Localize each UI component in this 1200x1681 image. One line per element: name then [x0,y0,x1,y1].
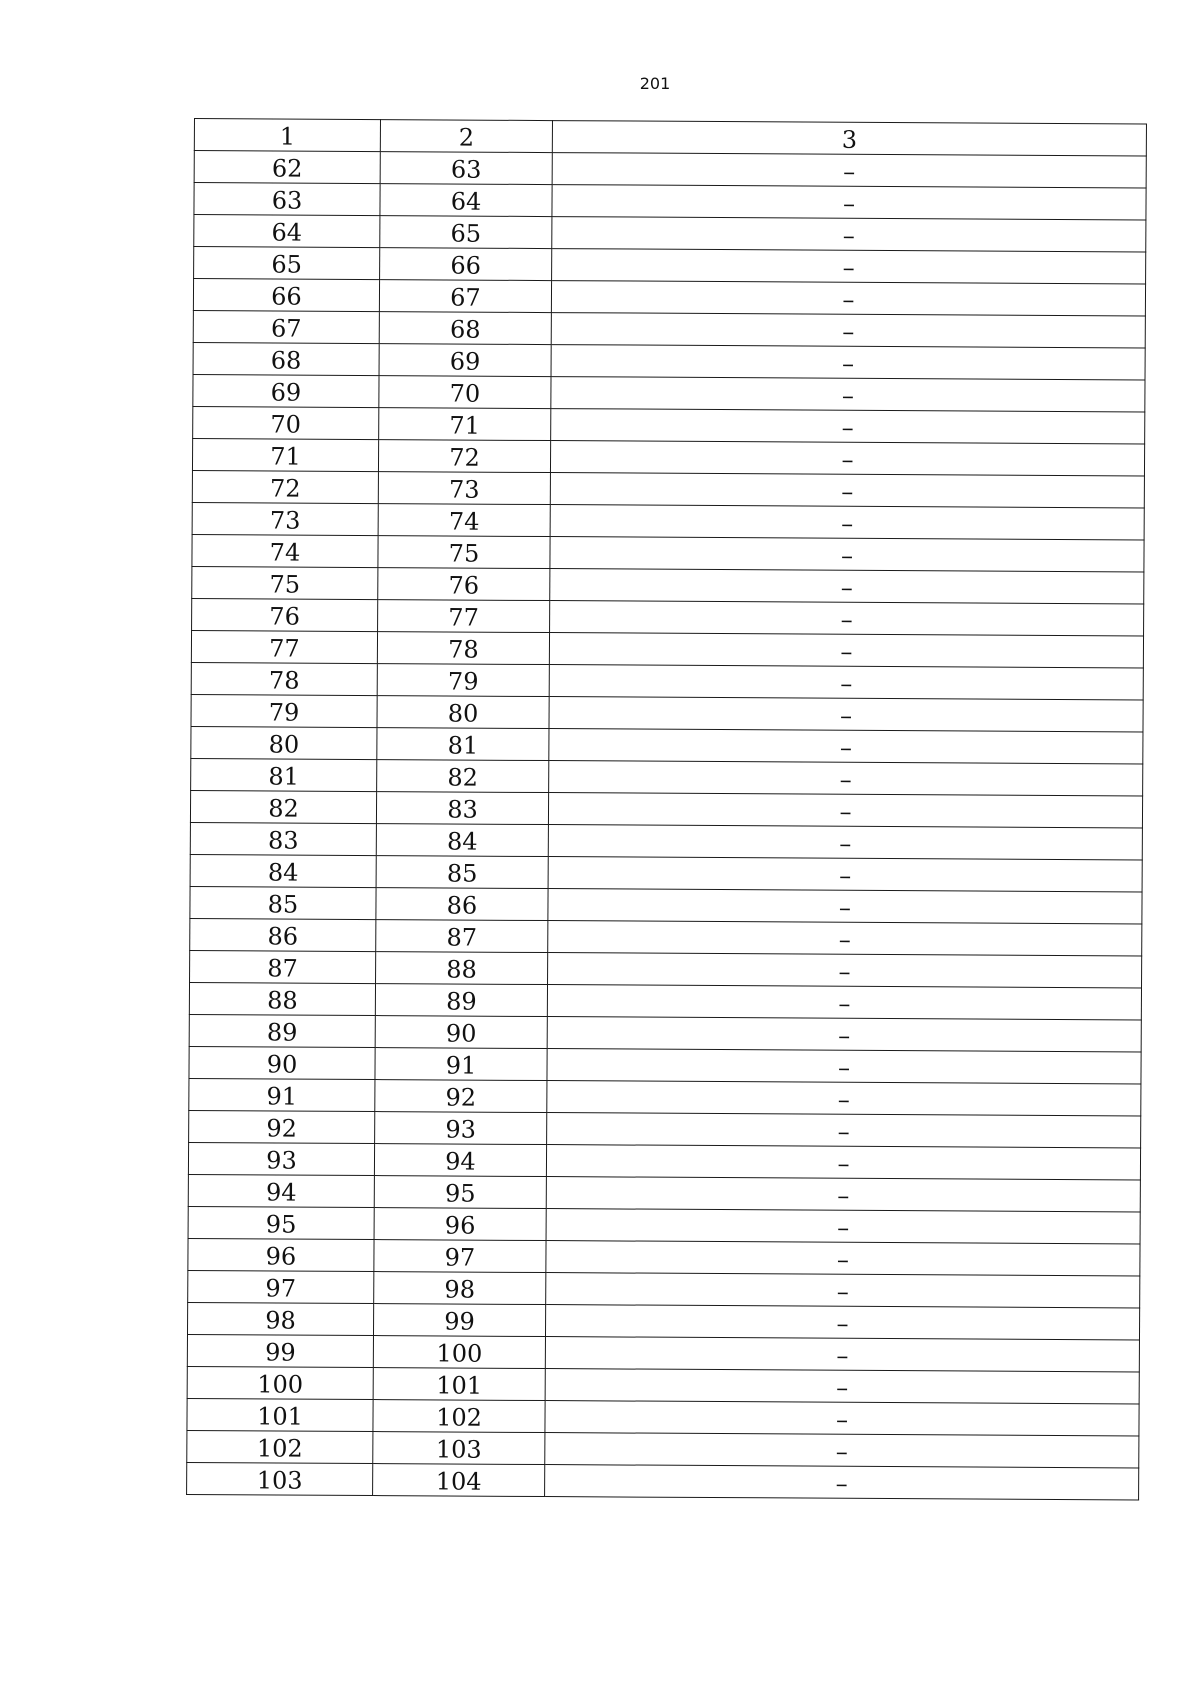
table-cell-col-3 [552,153,1146,188]
table-cell-col-2 [377,664,549,697]
table-cell-col-2 [374,1240,546,1273]
table-cell-col-3 [545,1305,1139,1340]
table-cell-col-3 [547,1081,1141,1116]
cell-value: 76 [269,602,300,631]
table-cell-col-1 [189,1014,375,1047]
table-cell-col-3 [551,313,1145,348]
cell-value: 92 [445,1083,477,1112]
cell-value: 94 [445,1147,476,1176]
cell-value: 86 [267,922,299,951]
table-cell-col-1 [189,1110,375,1143]
table-cell-col-3 [550,601,1144,636]
table-cell-col-1 [188,1206,374,1239]
cell-value: 77 [448,603,479,632]
table-cell-col-2 [380,248,552,281]
table-cell-col-1 [189,1046,375,1079]
cell-value: 96 [265,1242,297,1271]
cell-value: 75 [448,539,480,568]
dash-mark: – [835,1405,849,1434]
table-cell-col-1 [189,1078,375,1111]
cell-value: 84 [446,827,478,856]
dash-mark: – [841,477,854,506]
table-cell-col-1 [194,151,380,184]
cell-value: 89 [266,1018,298,1047]
dash-mark: – [843,157,856,186]
table-cell-col-1 [187,1302,373,1335]
table-cell-col-2 [377,760,549,793]
cell-value: 90 [445,1019,477,1048]
dash-mark: – [838,893,852,922]
table-body [187,119,1147,1500]
table-cell-col-3 [550,473,1144,508]
table-cell-col-1 [193,374,379,407]
dash-mark: – [837,1181,850,1210]
table-cell-col-2 [378,568,550,601]
header-label-2: 2 [458,123,475,152]
table-cell-col-1 [189,982,375,1015]
cell-value: 74 [448,507,480,536]
table-cell-col-3 [545,1465,1139,1500]
cell-value: 86 [446,891,478,920]
table-cell-col-3 [548,921,1142,956]
table-cell-col-1 [193,406,379,439]
dash-mark: – [840,605,853,634]
dash-mark: – [841,413,854,442]
dash-mark: – [842,317,855,346]
cell-value: 76 [448,571,480,600]
table-cell-col-3 [552,185,1146,220]
cell-value: 81 [268,762,300,791]
dash-mark: – [842,221,855,250]
table-cell-col-2 [379,280,551,313]
table-cell-col-1 [193,279,379,312]
table-cell-col-3 [551,281,1145,316]
table-cell-col-3 [548,889,1142,924]
dash-mark: – [838,925,851,954]
table-cell-col-3 [548,825,1142,860]
table-cell-col-2 [379,344,551,377]
cell-value: 73 [269,506,301,535]
table-cell-col-2 [374,1272,546,1305]
dash-mark: – [840,573,853,602]
table-cell-col-2 [373,1400,545,1433]
cell-value: 93 [266,1146,297,1175]
cell-value: 79 [268,698,300,727]
cell-value: 95 [265,1210,297,1239]
cell-value: 95 [444,1179,476,1208]
table-cell-col-1 [188,1238,374,1271]
table-cell-col-1 [191,726,377,759]
dash-mark: – [835,1437,848,1466]
table-cell-col-3 [549,761,1143,796]
table-cell-col-2 [375,1080,547,1113]
table-cell-col-2 [379,408,551,441]
table-cell-col-2 [378,600,550,633]
cell-value: 103 [256,1466,303,1495]
table-cell-col-3 [550,569,1144,604]
cell-value: 85 [267,890,299,919]
table-cell-col-1 [194,215,380,248]
cell-value: 82 [447,763,479,792]
table-cell-col-1 [190,918,376,951]
cell-value: 103 [435,1435,482,1464]
table-cell-col-1 [187,1334,373,1367]
dash-mark: – [840,669,853,698]
dash-mark: – [837,1117,850,1146]
table-cell-col-3 [550,505,1144,540]
table-cell-col-3 [548,793,1142,828]
page-number: 201 [639,74,671,93]
table-cell-col-3 [546,1273,1140,1308]
cell-value: 72 [449,443,480,472]
table-cell-col-1 [191,630,377,663]
header-label-3: 3 [841,125,858,154]
cell-value: 68 [270,346,302,375]
table-cell-col-3 [549,665,1143,700]
table-cell-col-3 [551,377,1145,412]
table-cell-col-2 [375,1112,547,1145]
table-cell-col-1 [187,1430,373,1463]
table-cell-col-3 [545,1337,1139,1372]
cell-value: 99 [265,1338,296,1367]
table-cell-col-2 [373,1432,545,1465]
dash-mark: – [841,509,854,538]
table-cell-col-2 [376,888,548,921]
cell-value: 62 [271,154,303,183]
table-cell-col-3 [548,953,1142,988]
table-cell-col-1 [190,854,376,887]
table-cell-col-3 [549,697,1143,732]
cell-value: 83 [447,795,478,824]
table-cell-col-1 [192,470,378,503]
cell-value: 87 [446,923,478,952]
dash-mark: – [836,1309,849,1338]
dash-mark: – [836,1245,850,1274]
table-cell-col-2 [380,216,552,249]
cell-value: 89 [446,987,477,1016]
table-cell-col-3 [549,729,1143,764]
table-cell-col-1 [192,566,378,599]
table-cell-col-3 [546,1177,1140,1212]
table-cell-col-1 [187,1366,373,1399]
dash-mark: – [839,765,852,794]
cell-value: 98 [265,1306,296,1335]
table-cell-col-1 [188,1270,374,1303]
cell-value: 67 [450,283,481,312]
cell-value: 101 [436,1371,483,1400]
table-cell-col-1 [194,183,380,216]
dash-mark: – [835,1469,848,1498]
table-cell-col-2 [375,1016,547,1049]
cell-value: 91 [445,1051,477,1080]
cell-value: 94 [265,1178,297,1207]
table-cell-col-3 [545,1433,1139,1468]
table-cell-col-2 [373,1368,545,1401]
table-cell-col-3 [552,217,1146,252]
cell-value: 87 [267,954,298,983]
cell-value: 81 [447,731,479,760]
cell-value: 66 [271,282,302,311]
table-cell-col-2 [373,1304,545,1337]
data-table [186,118,1147,1500]
table-cell-col-2 [373,1464,545,1497]
cell-value: 97 [444,1243,476,1272]
table-cell-col-1 [190,822,376,855]
table-cell-col-2 [378,472,550,505]
dash-mark: – [837,1149,850,1178]
table-cell-col-2 [378,440,550,473]
table-cell-col-1 [193,342,379,375]
cell-value: 98 [444,1275,476,1304]
table-cell-col-2 [377,632,549,665]
cell-value: 74 [269,538,301,567]
dash-mark: – [836,1373,849,1402]
cell-value: 70 [449,379,481,408]
table-cell-col-2 [376,792,548,825]
table-cell-col-3 [546,1241,1140,1276]
cell-value: 65 [450,219,482,248]
dash-mark: – [838,957,851,986]
dash-mark: – [842,349,855,378]
dash-mark: – [837,1053,851,1082]
table-cell-col-1 [191,758,377,791]
table-cell-col-2 [375,984,547,1017]
header-cell-3 [552,121,1146,156]
table-cell-col-2 [375,1048,547,1081]
cell-value: 66 [450,251,482,280]
table-cell-col-2 [378,536,550,569]
cell-value: 104 [435,1467,482,1496]
header-cell-2 [380,120,552,153]
cell-value: 67 [270,314,302,343]
cell-value: 80 [268,730,300,759]
dash-mark: – [842,253,855,282]
cell-value: 82 [268,794,299,823]
cell-value: 70 [270,410,302,439]
cell-value: 80 [447,699,479,728]
dash-mark: – [836,1341,849,1370]
table-cell-col-3 [548,857,1142,892]
cell-value: 78 [268,666,300,695]
dash-mark: – [842,189,856,218]
table-row [187,1462,1139,1499]
table-cell-col-3 [552,249,1146,284]
cell-value: 102 [436,1403,483,1432]
table-cell-col-1 [193,310,379,343]
table-cell-col-3 [550,537,1144,572]
table-cell-col-1 [190,950,376,983]
dash-mark: – [839,701,853,730]
cell-value: 63 [450,155,482,184]
cell-value: 96 [444,1211,476,1240]
table-cell-col-2 [374,1208,546,1241]
table-cell-col-1 [194,247,380,280]
cell-value: 71 [449,411,481,440]
cell-value: 63 [271,186,303,215]
table-cell-col-2 [376,856,548,889]
cell-value: 100 [436,1339,483,1368]
cell-value: 64 [450,187,482,216]
cell-value: 99 [444,1307,475,1336]
dash-mark: – [842,285,855,314]
cell-value: 85 [446,859,478,888]
table-cell-col-3 [550,441,1144,476]
table-cell-col-1 [192,438,378,471]
table-cell-col-3 [547,985,1141,1020]
dash-mark: – [840,637,853,666]
table-cell-col-3 [551,345,1145,380]
cell-value: 68 [449,315,481,344]
cell-value: 79 [447,667,479,696]
table-container [186,118,1146,1500]
cell-value: 91 [266,1082,298,1111]
table-cell-col-2 [380,152,552,185]
dash-mark: – [837,1213,850,1242]
cell-value: 84 [267,858,299,887]
cell-value: 71 [270,442,301,471]
table-cell-col-2 [376,952,548,985]
table-cell-col-1 [191,694,377,727]
cell-value: 100 [257,1370,304,1399]
cell-value: 102 [256,1434,303,1463]
cell-value: 88 [446,955,477,984]
dash-mark: – [838,1021,851,1050]
cell-value: 69 [270,378,302,407]
table-cell-col-3 [547,1113,1141,1148]
cell-value: 65 [271,250,303,279]
cell-value: 101 [257,1402,304,1431]
dash-mark: – [837,1085,850,1114]
cell-value: 69 [449,347,481,376]
cell-value: 64 [271,218,303,247]
cell-value: 83 [267,826,299,855]
cell-value: 78 [448,635,479,664]
cell-value: 88 [267,986,298,1015]
table-cell-col-3 [545,1401,1139,1436]
dash-mark: – [839,797,852,826]
table-cell-col-2 [379,376,551,409]
table-cell-col-1 [188,1142,374,1175]
table-cell-col-3 [546,1209,1140,1244]
table-cell-col-3 [547,1017,1141,1052]
table-cell-col-2 [373,1336,545,1369]
table-cell-col-1 [190,886,376,919]
table-cell-col-2 [376,920,548,953]
cell-value: 72 [270,474,301,503]
table-cell-col-2 [378,504,550,537]
dash-mark: – [841,381,854,410]
table-cell-col-1 [192,598,378,631]
table-cell-col-2 [380,184,552,217]
table-cell-col-1 [188,1174,374,1207]
dash-mark: – [839,733,852,762]
table-cell-col-1 [192,534,378,567]
cell-value: 73 [449,475,480,504]
table-cell-col-3 [545,1369,1139,1404]
cell-value: 90 [266,1050,298,1079]
table-cell-col-3 [547,1049,1141,1084]
header-cell-1 [194,119,380,152]
table-cell-col-1 [187,1462,373,1495]
dash-mark: – [838,989,851,1018]
table-cell-col-1 [191,662,377,695]
table-cell-col-2 [379,312,551,345]
table-cell-col-3 [549,633,1143,668]
table-cell-col-1 [190,790,376,823]
table-cell-col-3 [546,1145,1140,1180]
table-cell-col-2 [377,728,549,761]
table-cell-col-3 [551,409,1145,444]
table-cell-col-1 [192,502,378,535]
cell-value: 97 [265,1274,297,1303]
cell-value: 92 [266,1114,298,1143]
dash-mark: – [839,829,852,858]
table-cell-col-2 [377,696,549,729]
table-cell-col-2 [374,1144,546,1177]
dash-mark: – [840,541,854,570]
dash-mark: – [839,861,852,890]
table-cell-col-1 [187,1398,373,1431]
dash-mark: – [841,445,854,474]
cell-value: 75 [269,570,301,599]
table-cell-col-2 [376,824,548,857]
table-cell-col-2 [374,1176,546,1209]
cell-value: 93 [445,1115,477,1144]
dash-mark: – [836,1277,849,1306]
header-label-1: 1 [279,122,296,151]
cell-value: 77 [269,634,300,663]
